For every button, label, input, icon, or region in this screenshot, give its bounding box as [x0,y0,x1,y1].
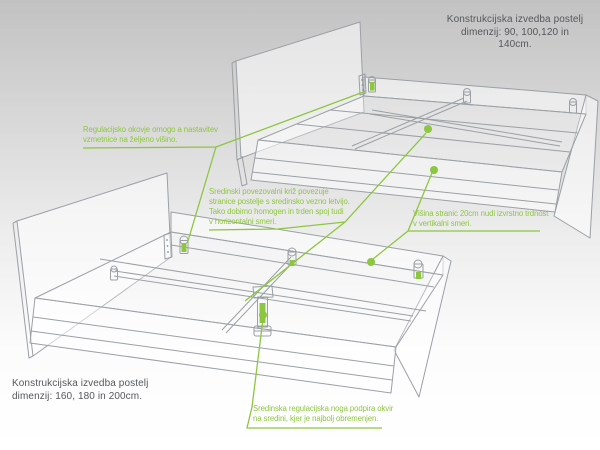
callout-dot-bottom-surface [367,258,375,266]
title-small-beds [444,14,586,52]
title-large-beds [12,378,148,403]
note-center-cross [209,187,350,227]
note-regulation-fitting [83,125,218,145]
note-regulation-line2: vzmetnice na željeno višino. [83,135,178,144]
note-leg-line2: na sredini, kjer je najbolj obremenjen. [253,414,379,423]
note-regulation-line1: Regulacijsko okovje omogo a nastavitev [83,125,218,134]
title-large-beds-line2: dimenzij: 160, 180 in 200cm. [12,390,143,402]
note-side-height [413,209,548,229]
callout-dot-center-leg [259,311,267,319]
note-height-line2: v vertikalni smeri. [413,219,472,228]
note-cross-line4: v horizontalni smeri. [209,217,277,226]
top-headboard-post [237,156,247,186]
note-leg-line1: Sredinska regulacijska noga podpira okvir [253,404,394,413]
callout-dot-cross-rail [424,125,432,133]
note-cross-line3: Tako dobimo homogen in trden spoj tudi [209,207,344,216]
note-center-leg [253,404,393,424]
note-cross-line2: stranice postelje s sredinsko vezno letvijo. [209,197,350,206]
title-small-beds-line1: Konstrukcijska izvedba postelj [446,14,584,25]
title-small-beds-line2: dimenzij: 90, 100,120 in 140cm. [460,26,570,50]
note-height-line1: Višina stranic 20cm nudi izvrstno trdnost [413,209,549,218]
note-cross-line1: Sredinski povezovalni križ povezuje [209,187,329,196]
callout-dot-top-surface [430,166,438,174]
title-large-beds-line1: Konstrukcijska izvedba postelj [12,378,149,389]
